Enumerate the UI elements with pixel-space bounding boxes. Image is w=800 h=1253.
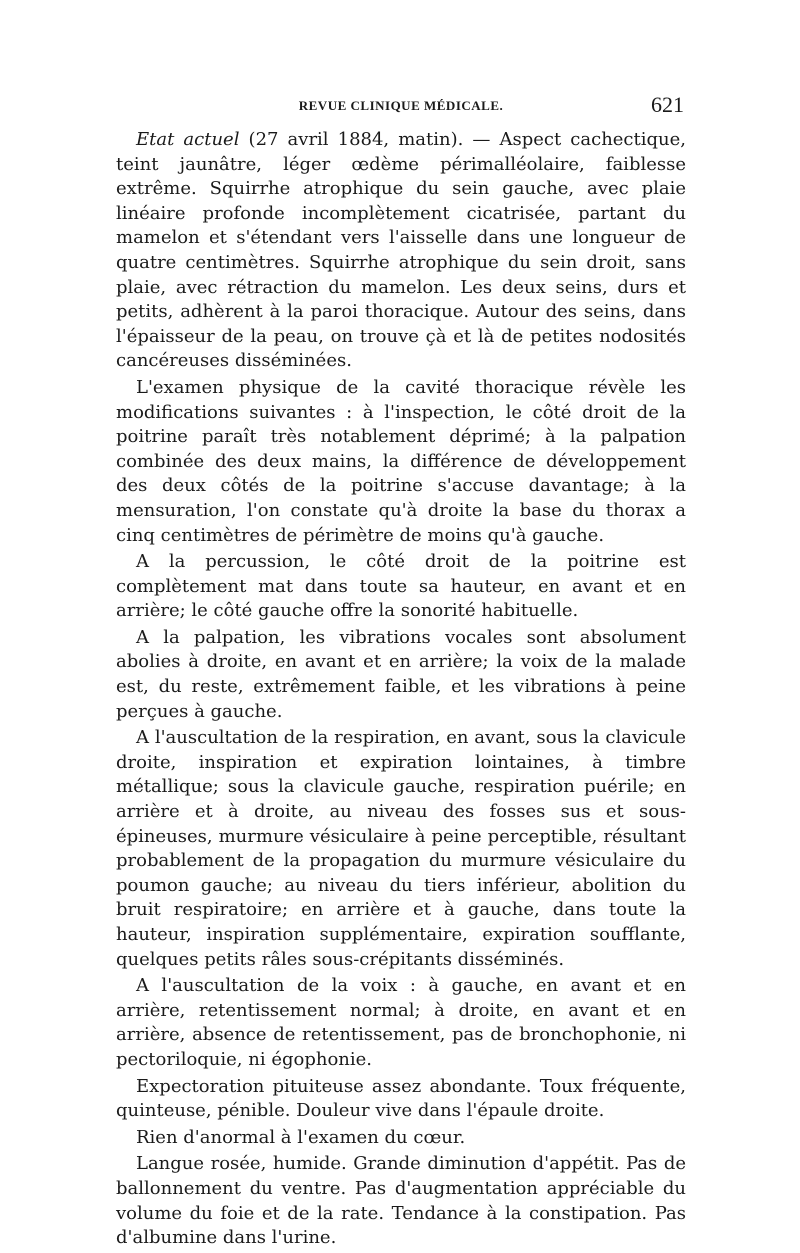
page-number: 621 <box>651 92 684 117</box>
paragraph-examen-physique: L'examen physique de la cavité thoracique révèle les modifications suivantes : à l'inspection, le côté droit de la poitrine paraît très notablement déprimé; à la palpation combinée des deux mains, la différence de développement des deux côtés de la poitrine s'accuse davantage; à la mensuration, l'on constate qu'à droite la base du thorax a cinq centimètres de périmètre de moins qu'à gauche. <box>116 376 686 546</box>
paragraph-lead-italic: Etat actuel <box>136 129 240 150</box>
paragraph-percussion: A la percussion, le côté droit de la poitrine est complètement mat dans toute sa hauteur, en avant et en arrière; le côté gauche offre la sonorité habituelle. <box>116 551 686 622</box>
paragraph-palpation: A la palpation, les vibrations vocales sont absolument abolies à droite, en avant et en arrière; la voix de la malade est, du reste, extrêmement faible, et les vibrations à peine perçues à gauche. <box>116 626 686 722</box>
paragraph-auscultation-respiration: A l'auscultation de la respiration, en avant, sous la clavicule droite, inspiration et expiration lointaines, à timbre métallique; sous la clavicule gauche, respiration puérile; en arrière et à droite, au niveau des fosses sus et sous-épineuses, murmure vésiculaire à peine perceptible, résultant probablement de la propagation du murmure vésiculaire du poumon gauche; au niveau du tiers inférieur, abolition du bruit respiratoire; en arrière et à gauche, dans toute la hauteur, inspiration supplémentaire, expiration soufflante, quelques petits râles sous-crépitants disséminés. <box>116 727 686 970</box>
page-header <box>118 92 684 122</box>
paragraph-expectoration: Expectoration pituiteuse assez abondante. Toux fréquente, quinteuse, pénible. Douleur vive dans l'épaule droite. <box>116 1075 686 1122</box>
paragraph-auscultation-voix: A l'auscultation de la voix : à gauche, en avant et en arrière, retentissement normal; à droite, en avant et en arrière, absence de retentissement, pas de bronchophonie, ni pectoriloquie, ni égophonie. <box>116 975 686 1070</box>
paragraph-coeur: Rien d'anormal à l'examen du cœur. <box>136 1126 466 1148</box>
running-title: REVUE CLINIQUE MÉDICALE. <box>298 98 504 113</box>
paragraph-text: (27 avril 1884, matin). — Aspect cachectique, teint jaunâtre, léger œdème périmalléolaire, faiblesse extrême. Squirrhe atrophique du sein gauche, avec plaie linéaire profonde incomplètement cicatrisée, partant du mamelon et s'étendant vers l'aisselle dans une longueur de quatre centimètres. Squirrhe atrophique du sein droit, sans plaie, avec rétraction du mamelon. Les deux seins, durs et petits, adhèrent à la paroi thoracique. Autour des seins, dans l'épaisseur de la peau, on trouve çà et là de petites nodosités cancéreuses disséminées. <box>116 129 686 372</box>
paragraph-etat-actuel <box>116 128 686 374</box>
body-text <box>116 128 686 1253</box>
paragraph-langue: Langue rosée, humide. Grande diminution d'appétit. Pas de ballonnement du ventre. Pas d'augmentation appréciable du volume du foie et de la rate. Tendance à la constipation. Pas d'albumine dans l'urine. <box>116 1153 686 1249</box>
